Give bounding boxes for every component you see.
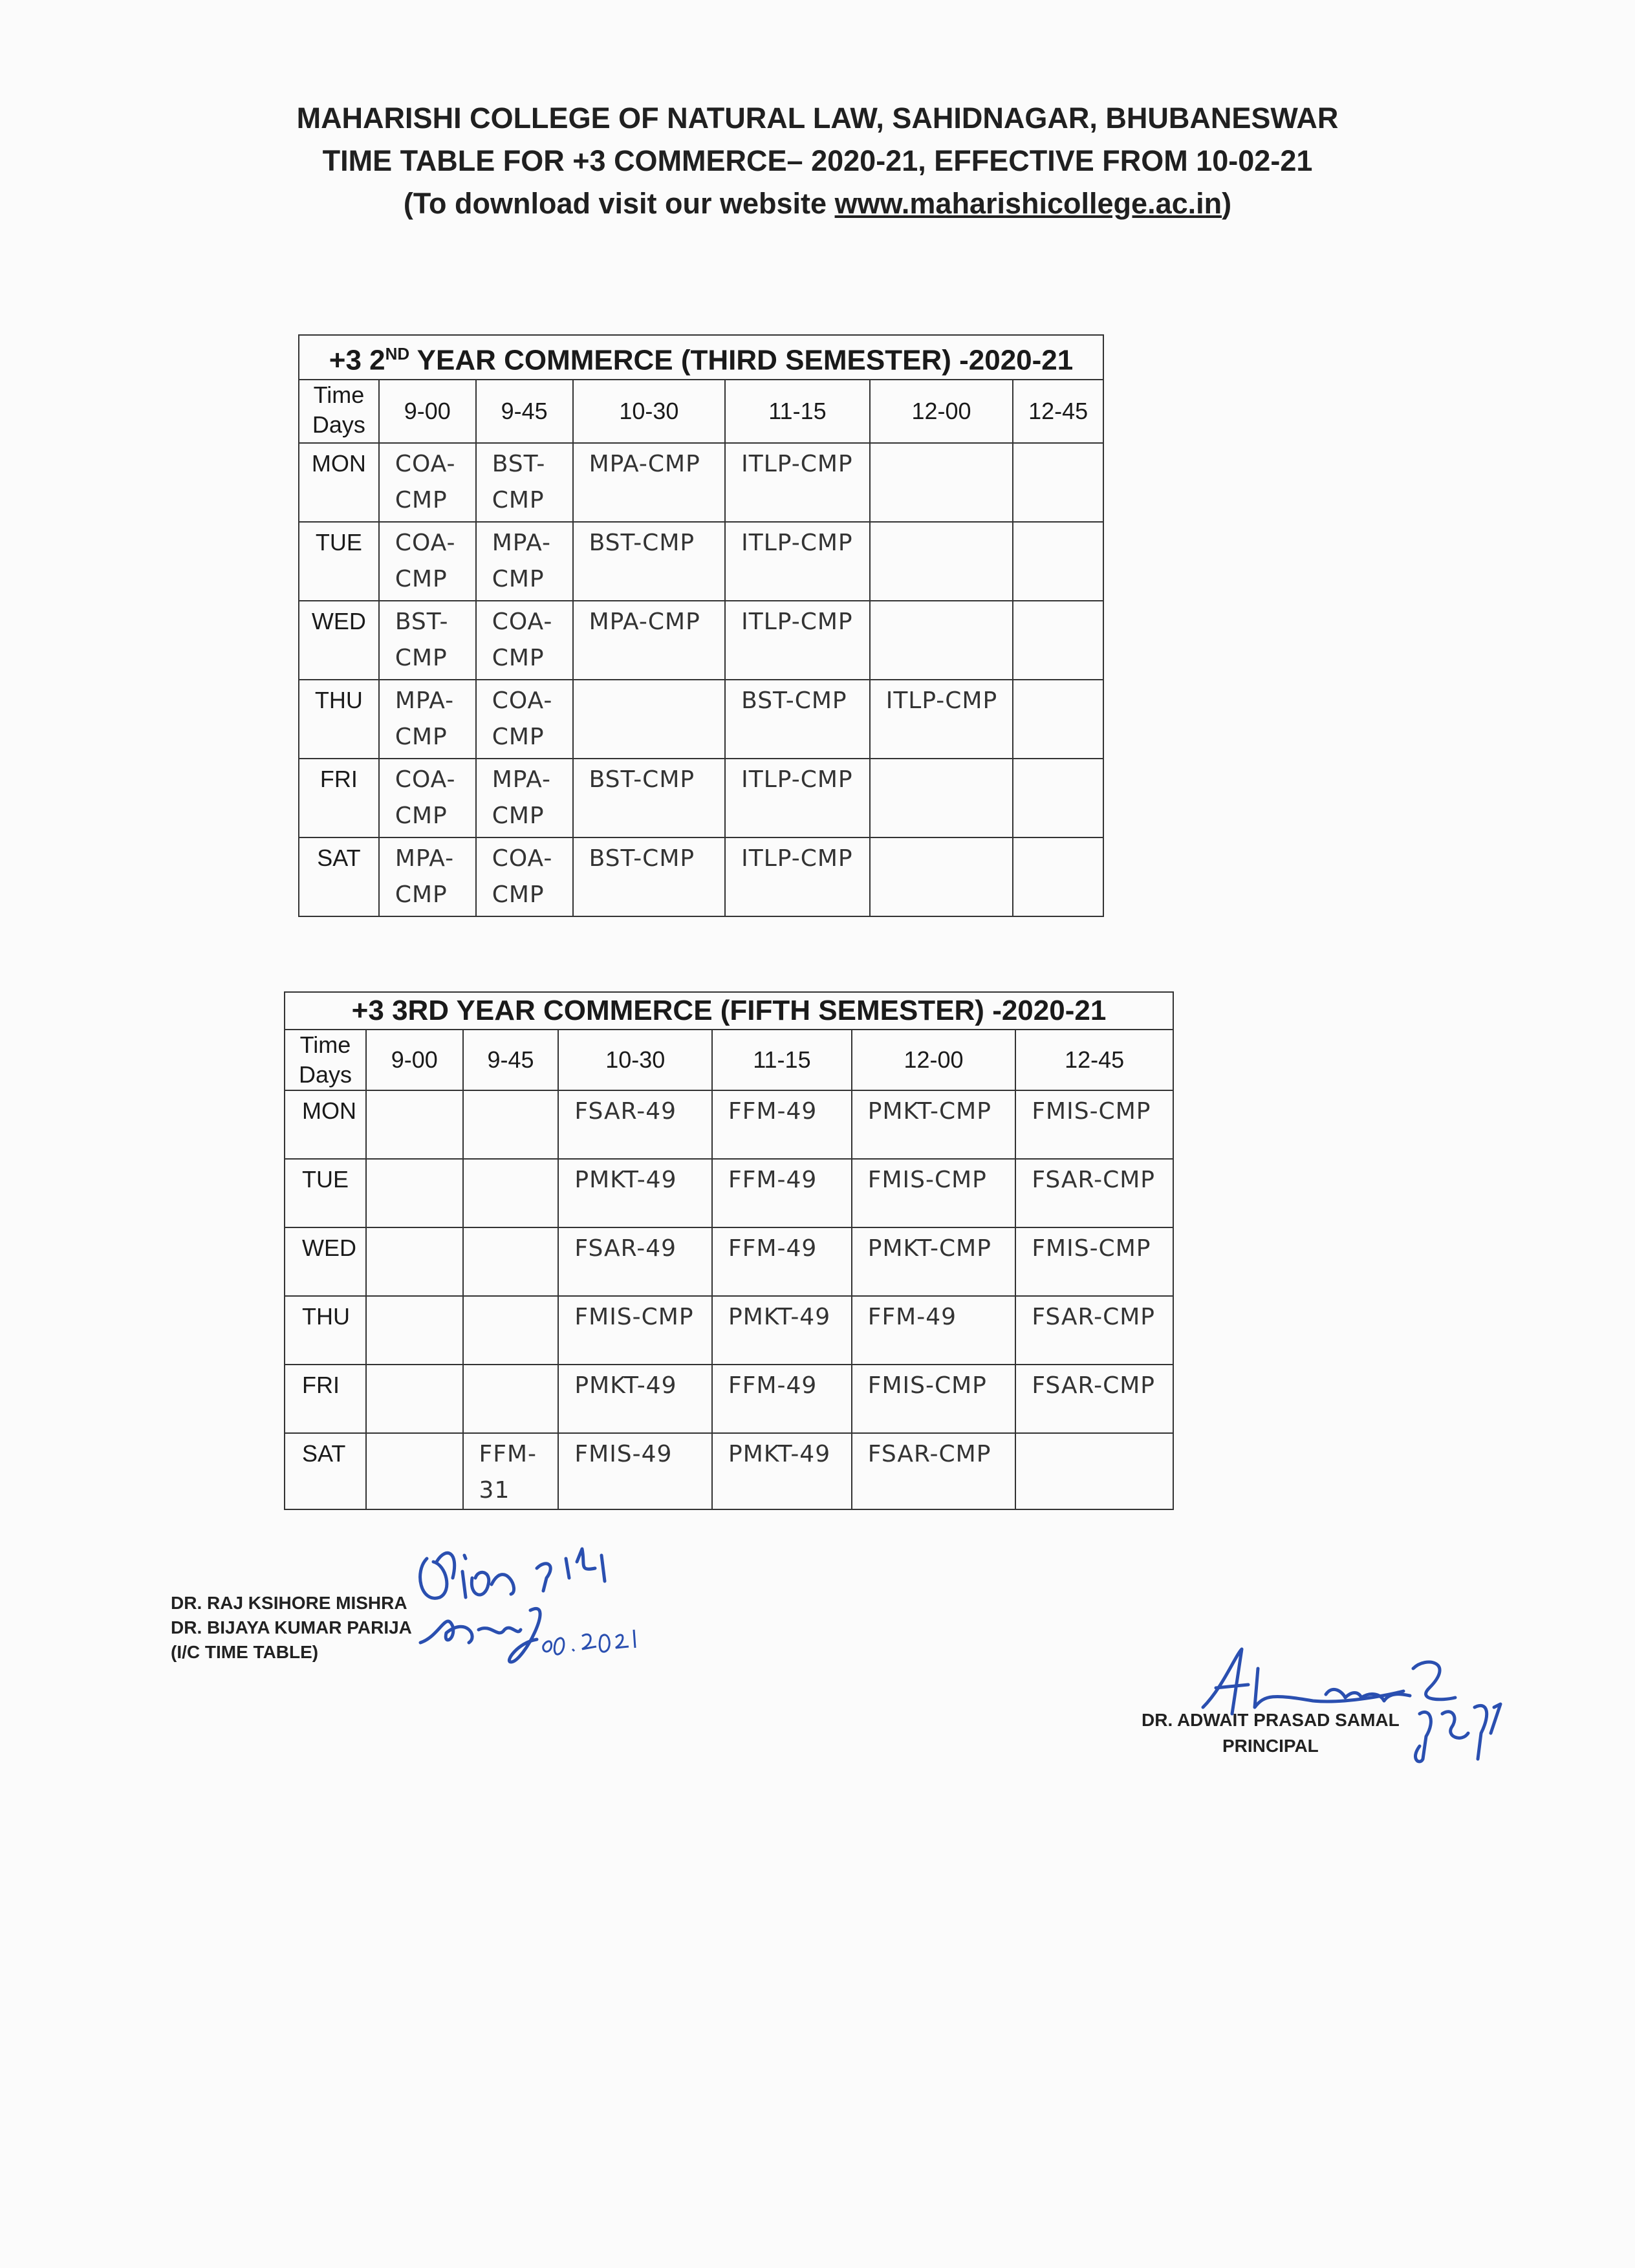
download-note-prefix: (To download visit our website xyxy=(403,187,835,220)
day-cell: FRI xyxy=(299,759,379,837)
class-cell: FSAR-CMP xyxy=(1015,1159,1173,1227)
class-cell xyxy=(870,443,1013,522)
day-cell: FRI xyxy=(285,1365,366,1433)
slot-header: 11-15 xyxy=(712,1030,852,1090)
class-cell: FFM-49 xyxy=(852,1296,1016,1365)
class-cell xyxy=(1013,837,1103,916)
class-cell: PMKT-49 xyxy=(558,1159,712,1227)
class-cell: FMIS-CMP xyxy=(558,1296,712,1365)
day-cell: THU xyxy=(299,680,379,759)
slot-header: 12-00 xyxy=(870,380,1013,443)
download-note-suffix: ) xyxy=(1222,187,1232,220)
slot-header: 9-00 xyxy=(366,1030,463,1090)
class-cell: FSAR-CMP xyxy=(1015,1365,1173,1433)
principal-role: PRINCIPAL xyxy=(1222,1736,1319,1756)
class-cell: BST- CMP xyxy=(476,443,573,522)
class-cell: FSAR-49 xyxy=(558,1090,712,1159)
class-cell: COA- CMP xyxy=(379,522,476,601)
day-cell: SAT xyxy=(299,837,379,916)
slot-header: 10-30 xyxy=(573,380,726,443)
class-cell: FMIS-CMP xyxy=(852,1159,1016,1227)
principal-name: DR. ADWAIT PRASAD SAMAL xyxy=(1142,1710,1400,1730)
class-cell: FMIS-CMP xyxy=(1015,1090,1173,1159)
slot-header: 12-45 xyxy=(1013,380,1103,443)
slot-header: 9-45 xyxy=(463,1030,559,1090)
handwritten-signature-right xyxy=(1196,1630,1533,1778)
class-cell: COA- CMP xyxy=(476,601,573,680)
table-row xyxy=(285,1159,1173,1227)
table-row xyxy=(285,1227,1173,1296)
class-cell: MPA- CMP xyxy=(476,522,573,601)
class-cell: ITLP-CMP xyxy=(725,443,870,522)
table-row xyxy=(299,522,1103,601)
day-cell: MON xyxy=(285,1090,366,1159)
class-cell: ITLP-CMP xyxy=(870,680,1013,759)
slot-header: 11-15 xyxy=(725,380,870,443)
class-cell: COA- CMP xyxy=(379,759,476,837)
table-row xyxy=(299,837,1103,916)
class-cell: PMKT-CMP xyxy=(852,1227,1016,1296)
day-cell: TUE xyxy=(299,522,379,601)
class-cell xyxy=(870,522,1013,601)
class-cell xyxy=(366,1433,463,1509)
class-cell xyxy=(1013,601,1103,680)
slot-header: 12-45 xyxy=(1015,1030,1173,1090)
class-cell: COA- CMP xyxy=(379,443,476,522)
class-cell xyxy=(366,1365,463,1433)
table-row xyxy=(285,1296,1173,1365)
table-row xyxy=(299,680,1103,759)
class-cell xyxy=(463,1296,559,1365)
class-cell xyxy=(1013,522,1103,601)
class-cell: ITLP-CMP xyxy=(725,601,870,680)
document-header xyxy=(0,97,1635,225)
slot-header: 12-00 xyxy=(852,1030,1016,1090)
class-cell: MPA- CMP xyxy=(379,837,476,916)
table-title: +3 2ND YEAR COMMERCE (THIRD SEMESTER) -2020-21 xyxy=(299,335,1103,380)
download-note xyxy=(0,182,1635,225)
class-cell xyxy=(870,837,1013,916)
day-cell: THU xyxy=(285,1296,366,1365)
table-row xyxy=(285,1090,1173,1159)
table-body xyxy=(285,1090,1173,1509)
signatory-name: DR. BIJAYA KUMAR PARIJA xyxy=(171,1617,412,1637)
table-body xyxy=(299,443,1103,916)
class-cell xyxy=(1013,680,1103,759)
class-cell xyxy=(1013,443,1103,522)
class-cell: ITLP-CMP xyxy=(725,759,870,837)
table-header-row xyxy=(285,1030,1173,1090)
timetable-title: TIME TABLE FOR +3 COMMERCE– 2020-21, EFFECTIVE FROM 10-02-21 xyxy=(322,144,1313,177)
class-cell: FFM-49 xyxy=(712,1090,852,1159)
class-cell xyxy=(366,1090,463,1159)
class-cell: BST-CMP xyxy=(573,837,726,916)
class-cell xyxy=(463,1090,559,1159)
slot-header: 9-00 xyxy=(379,380,476,443)
class-cell: FSAR-CMP xyxy=(852,1433,1016,1509)
class-cell: FSAR-CMP xyxy=(1015,1296,1173,1365)
class-cell xyxy=(870,759,1013,837)
class-cell: BST-CMP xyxy=(725,680,870,759)
class-cell: BST- CMP xyxy=(379,601,476,680)
class-cell xyxy=(870,601,1013,680)
handwritten-signature-left xyxy=(407,1533,718,1675)
class-cell: BST-CMP xyxy=(573,759,726,837)
class-cell xyxy=(463,1365,559,1433)
class-cell: MPA- CMP xyxy=(379,680,476,759)
fifth-semester-timetable xyxy=(284,991,1174,1510)
class-cell: PMKT-49 xyxy=(712,1433,852,1509)
class-cell: FFM-49 xyxy=(712,1159,852,1227)
time-days-header: Time Days xyxy=(299,380,379,443)
signatory-name: DR. RAJ KSIHORE MISHRA xyxy=(171,1593,407,1613)
day-cell: SAT xyxy=(285,1433,366,1509)
time-days-header: Time Days xyxy=(285,1030,366,1090)
class-cell: PMKT-49 xyxy=(558,1365,712,1433)
class-cell xyxy=(463,1227,559,1296)
class-cell xyxy=(573,680,726,759)
class-cell: COA- CMP xyxy=(476,837,573,916)
class-cell: PMKT-CMP xyxy=(852,1090,1016,1159)
class-cell: FMIS-49 xyxy=(558,1433,712,1509)
table-row xyxy=(299,601,1103,680)
day-cell: WED xyxy=(299,601,379,680)
class-cell: MPA-CMP xyxy=(573,443,726,522)
class-cell: FMIS-CMP xyxy=(1015,1227,1173,1296)
left-signatories xyxy=(171,1591,412,1665)
day-cell: MON xyxy=(299,443,379,522)
signatory-role: (I/C TIME TABLE) xyxy=(171,1642,319,1662)
class-cell: MPA- CMP xyxy=(476,759,573,837)
class-cell: BST-CMP xyxy=(573,522,726,601)
class-cell: COA- CMP xyxy=(476,680,573,759)
class-cell: FMIS-CMP xyxy=(852,1365,1016,1433)
class-cell: FFM-49 xyxy=(712,1227,852,1296)
table-title: +3 3RD YEAR COMMERCE (FIFTH SEMESTER) -2020-21 xyxy=(285,992,1173,1030)
website-link[interactable]: www.maharishicollege.ac.in xyxy=(834,187,1222,220)
class-cell: FFM- 31 xyxy=(463,1433,559,1509)
class-cell: FFM-49 xyxy=(712,1365,852,1433)
class-cell xyxy=(463,1159,559,1227)
class-cell xyxy=(366,1159,463,1227)
class-cell: ITLP-CMP xyxy=(725,522,870,601)
class-cell: PMKT-49 xyxy=(712,1296,852,1365)
table-row xyxy=(299,443,1103,522)
class-cell: FSAR-49 xyxy=(558,1227,712,1296)
class-cell xyxy=(366,1296,463,1365)
day-cell: WED xyxy=(285,1227,366,1296)
slot-header: 9-45 xyxy=(476,380,573,443)
class-cell: MPA-CMP xyxy=(573,601,726,680)
table-header-row xyxy=(299,380,1103,443)
day-cell: TUE xyxy=(285,1159,366,1227)
slot-header: 10-30 xyxy=(558,1030,712,1090)
table-row xyxy=(285,1433,1173,1509)
table-row xyxy=(285,1365,1173,1433)
class-cell: ITLP-CMP xyxy=(725,837,870,916)
class-cell xyxy=(1015,1433,1173,1509)
class-cell xyxy=(1013,759,1103,837)
class-cell xyxy=(366,1227,463,1296)
table-row xyxy=(299,759,1103,837)
third-semester-timetable xyxy=(298,334,1104,917)
college-name: MAHARISHI COLLEGE OF NATURAL LAW, SAHIDNAGAR, BHUBANESWAR xyxy=(296,102,1339,135)
